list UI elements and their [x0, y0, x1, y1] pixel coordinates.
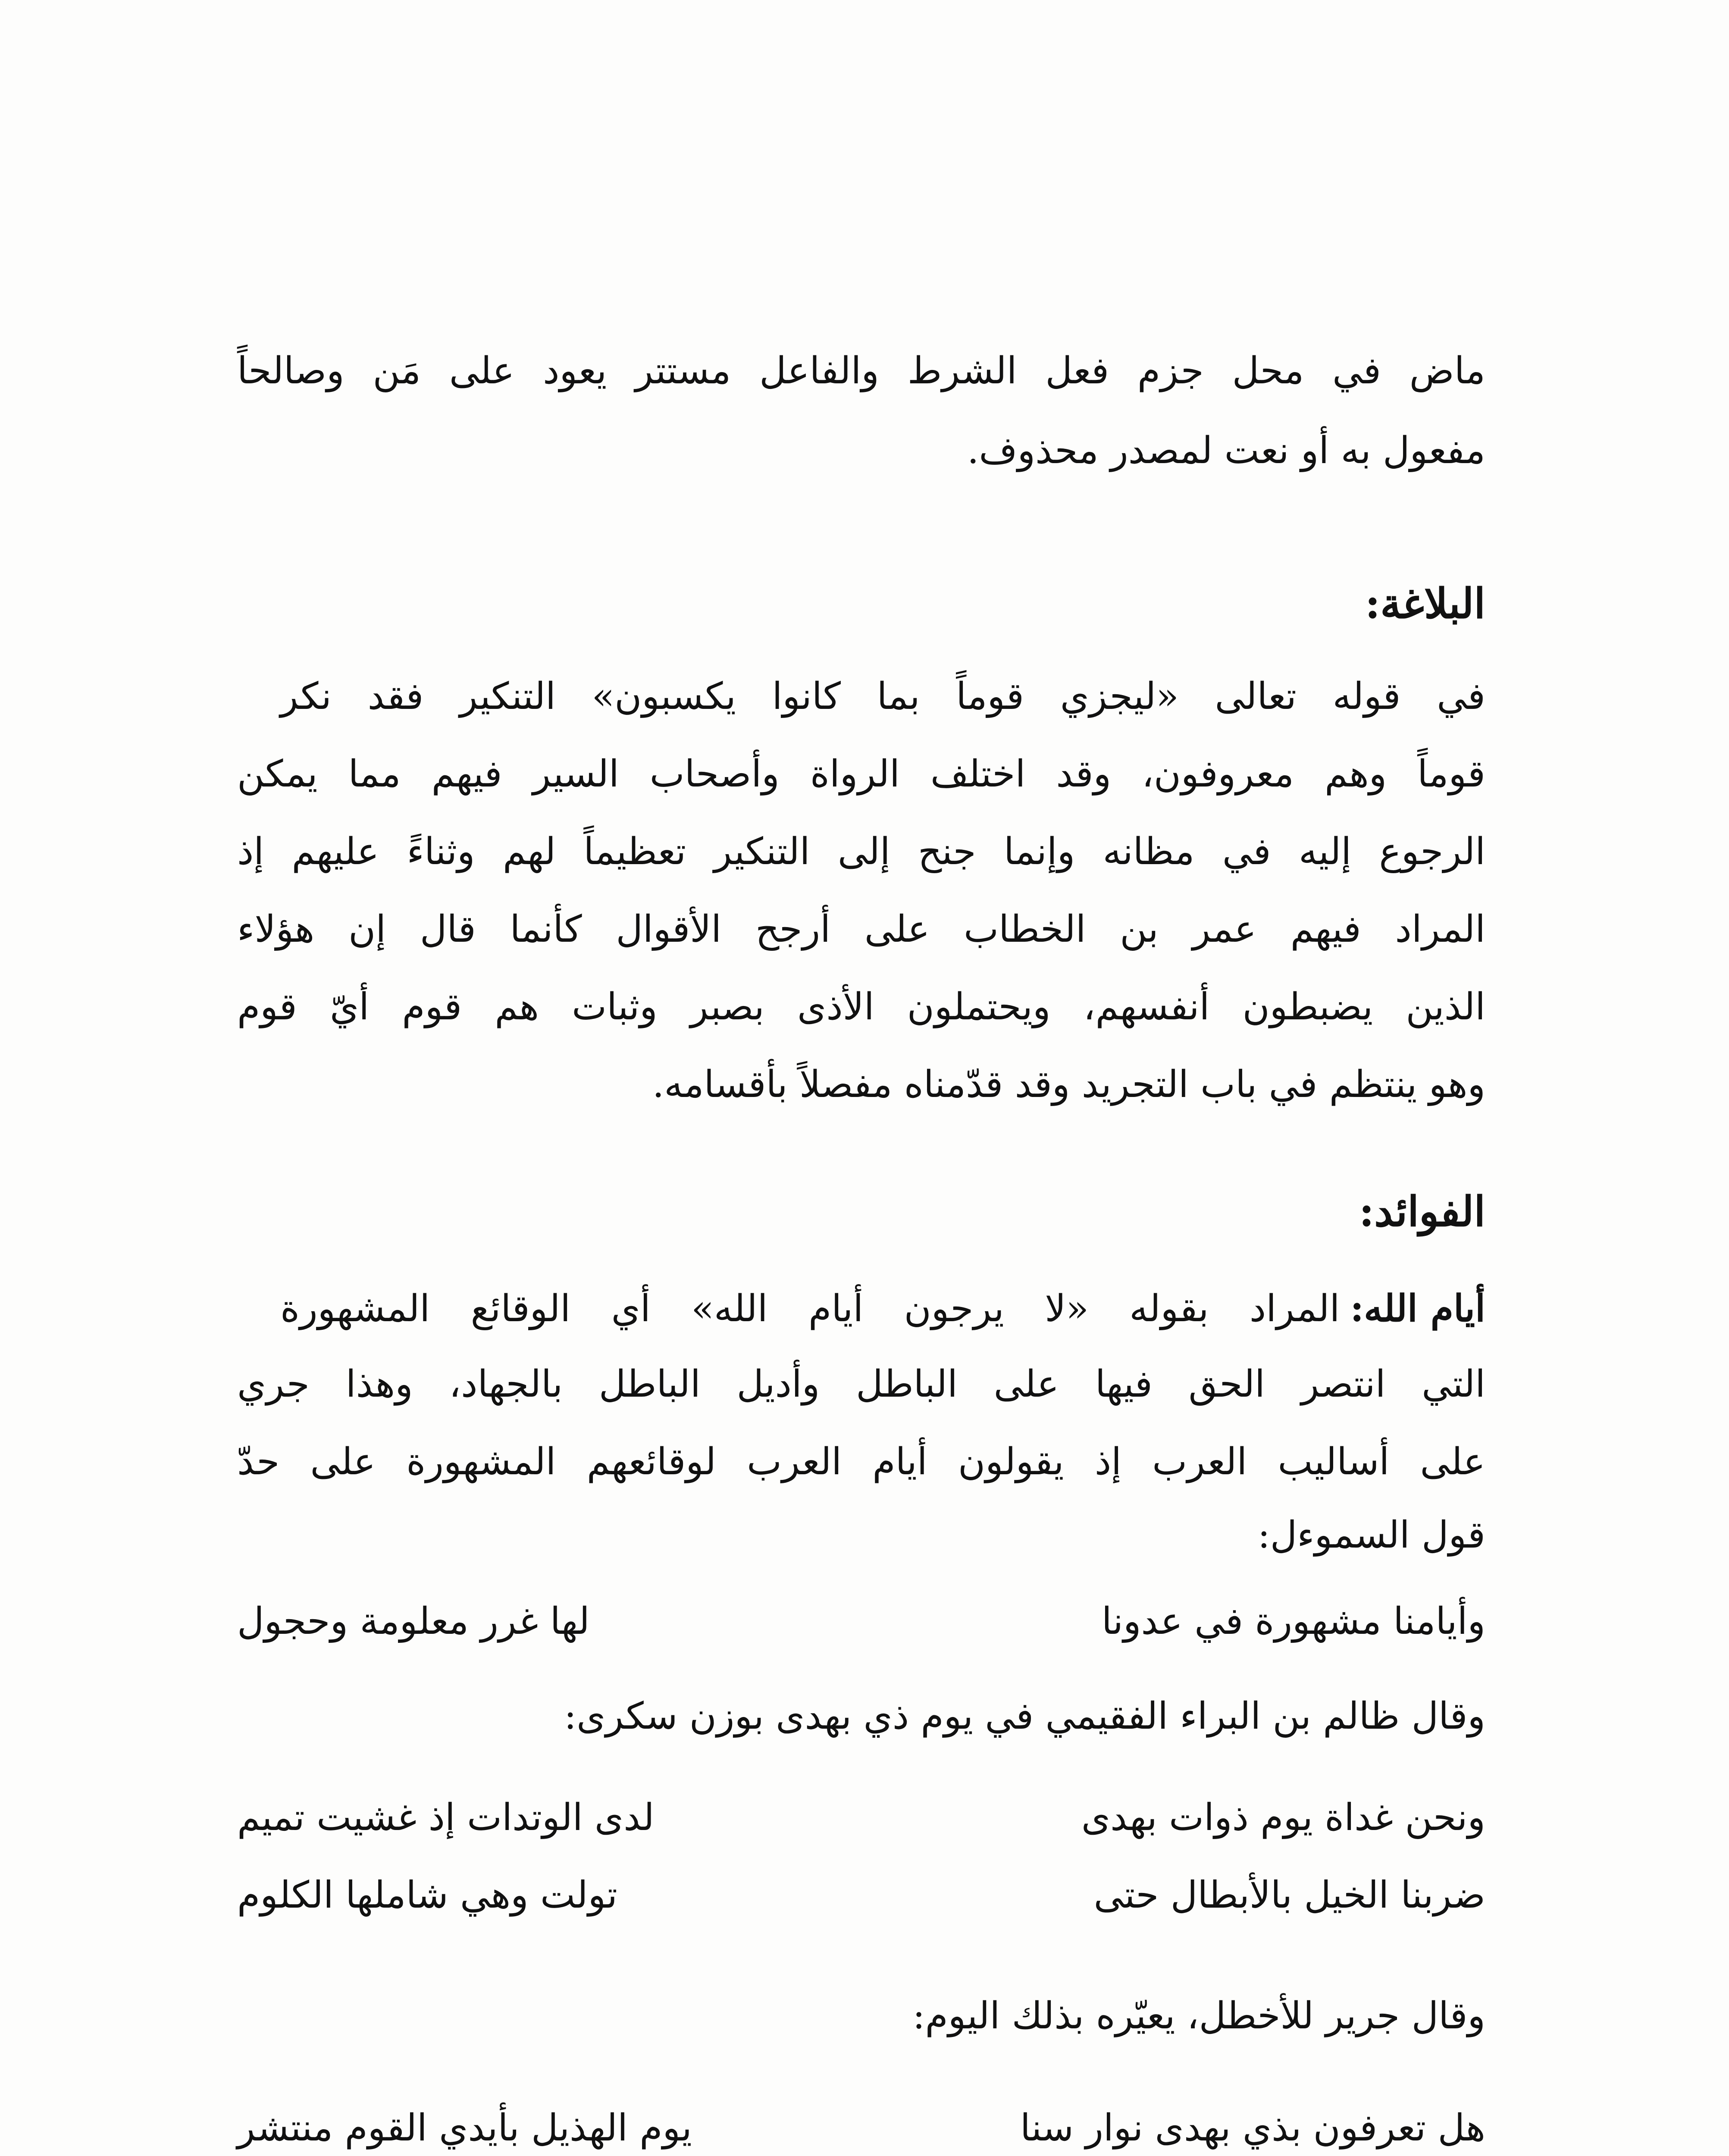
verse-hemistich-second: لها غرر معلومة وحجول	[237, 1600, 590, 1643]
verse-hemistich-second: تولت وهي شاملها الكلوم	[237, 1874, 617, 1917]
text-line: الذين يضبطون أنفسهم، ويحتملون الأذى بصبر وثبات هم قوم أيّ قوم	[237, 985, 1485, 1028]
verse-line	[237, 1792, 1485, 1843]
verse-hemistich-first: هل تعرفون بذي بهدى نوار سنا	[1020, 2106, 1485, 2150]
text-line: على أساليب العرب إذ يقولون أيام العرب لوقائعهم المشهورة على حدّ	[237, 1440, 1485, 1483]
text-line: قول السموءل:	[1257, 1514, 1485, 1557]
text-line: المراد بقوله «لا يرجون أيام الله» أي الوقائع المشهورة	[280, 1287, 1340, 1330]
verse-intro: وقال ظالم بن البراء الفقيمي في يوم ذي بهدى بوزن سكرى:	[564, 1695, 1485, 1738]
verse-hemistich-first: وأيامنا مشهورة في عدونا	[1101, 1600, 1485, 1643]
section-heading-fawaid: الفوائد:	[1359, 1187, 1485, 1236]
term-label: أيام الله:	[1350, 1287, 1485, 1330]
text-line: التي انتصر الحق فيها على الباطل وأديل الباطل بالجهاد، وهذا جري	[237, 1363, 1485, 1406]
text-line: الرجوع إليه في مظانه وإنما جنح إلى التنكير تعظيماً لهم وثناءً عليهم إذ	[237, 830, 1485, 873]
section-heading-balagha: البلاغة:	[1365, 579, 1485, 628]
verse-hemistich-first: ونحن غداة يوم ذوات بهدى	[1081, 1796, 1485, 1839]
verse-line	[237, 1595, 1485, 1647]
text-line: مفعول به أو نعت لمصدر محذوف.	[967, 429, 1485, 472]
verse-line	[237, 2102, 1485, 2154]
verse-hemistich-first: ضربنا الخيل بالأبطال حتى	[1093, 1874, 1485, 1917]
verse-hemistich-second: يوم الهذيل بأيدي القوم منتشر	[237, 2106, 692, 2150]
verse-line	[237, 1869, 1485, 1921]
text-line: وهو ينتظم في باب التجريد وقد قدّمناه مفصلاً بأقسامه.	[652, 1063, 1485, 1106]
fawaid-first-line	[280, 1283, 1485, 1335]
verse-intro: وقال جرير للأخطل، يعيّره بذلك اليوم:	[912, 1994, 1485, 2037]
text-line: قوماً وهم معروفون، وقد اختلف الرواة وأصحاب السير فيهم مما يمكن	[237, 752, 1485, 796]
verse-hemistich-second: لدى الوتدات إذ غشيت تميم	[237, 1796, 655, 1839]
text-line: في قوله تعالى «ليجزي قوماً بما كانوا يكسبون» التنكير فقد نكر	[280, 675, 1485, 718]
text-line: المراد فيهم عمر بن الخطاب على أرجح الأقوال كأنما قال إن هؤلاء	[237, 908, 1485, 951]
text-line: ماض في محل جزم فعل الشرط والفاعل مستتر يعود على مَن وصالحاً	[237, 349, 1485, 392]
